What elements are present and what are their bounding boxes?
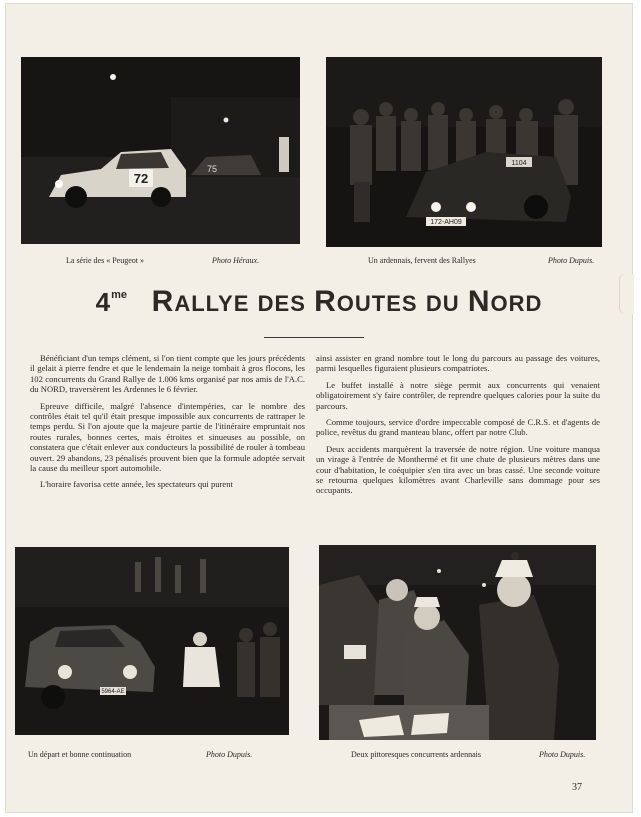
title-ordinal: me: [111, 289, 127, 301]
article-paragraph: Comme toujours, service d'ordre impeccable composé de C.R.S. et d'agents de police, revêtus du grand manteau blanc, offert par notre Club.: [316, 417, 600, 438]
photo-credit: Photo Dupuis.: [548, 256, 595, 265]
photo-caption: Un départ et bonne continuation: [28, 750, 132, 759]
photo-ardennais-competitors: [319, 545, 596, 740]
photo-peugeot-rally-cars: [21, 57, 300, 244]
photo-credit: Photo Dupuis.: [206, 750, 253, 759]
article-title: [6, 285, 632, 319]
rally-plate: 1104: [511, 160, 527, 167]
article-paragraph: Epreuve difficile, malgré l'absence d'intempéries, car le nombre des contrôles était tel qu'il était presque impossible aux concurrents de rattraper le temps perdu. Si l'on ajoute que la majeure partie de l'itinéraire empruntait nos routes rurales, bonnes certes, mais étroites et sinueuses au possible, on constatera que c'était enlever aux conducteurs la possibilité de rouler à tombeau ouvert. 29 abandons, 23 pénalisés prouvent bien que la formule adoptée servait la cause du meilleur sport automobile.: [30, 400, 305, 474]
title-word: DU: [425, 291, 460, 316]
article-paragraph: Deux accidents marquèrent la traversée de notre région. Une voiture manqua un virage à l'entrée de Monthermé et fit une chute de plusieurs mètres dans une cour d'habitation, le coéquipier s'en tira avec un bras cassé. Une seconde voiture se retourna quelques kilomètres avant Charleville sans dommage pour ses occupants.: [316, 443, 600, 496]
photo-caption: Deux pittoresques concurrents ardennais: [351, 750, 481, 759]
car-number-2: 75: [207, 164, 218, 174]
photo-departure: [15, 547, 289, 735]
article-column-right: [316, 353, 600, 502]
photo-credit: Photo Dupuis.: [539, 750, 586, 759]
title-word: ROUTES: [314, 285, 418, 318]
title-word: DES: [257, 291, 306, 316]
article-paragraph: ainsi assister en grand nombre tout le long du parcours au passage des voitures, parmi lesquelles figuraient plusieurs compatriotes.: [316, 353, 600, 374]
title-divider: [264, 337, 364, 338]
car-number: 72: [133, 171, 149, 186]
license-plate: 5964-AE: [101, 689, 125, 695]
page-edge-tab: [620, 274, 634, 314]
photo-credit: Photo Héraux.: [212, 256, 260, 265]
license-plate: 172-AH09: [430, 219, 462, 226]
photo-caption: Un ardennais, fervent des Rallyes: [368, 256, 476, 265]
magazine-page: [6, 4, 632, 812]
page-number: 37: [572, 782, 582, 793]
article-paragraph: L'horaire favorisa cette année, les spectateurs qui purent: [40, 479, 233, 490]
article-paragraph: Bénéficiant d'un temps clément, si l'on tient compte que les jours précédents il gelait à pierre fendre et que le lendemain la neige tombait à gros flocons, les 102 concurrents du Grand Rallye de 1.006 kms organisé par nos amis de l'A.C. du NORD, traversèrent les Ardennes le 6 février.: [30, 353, 305, 395]
article-paragraph: Le buffet installé à notre siège permit aux concurrents qui venaient obligatoirement s'y faire contrôler, de reprendre quelques calories pour la suite du parcours.: [316, 379, 600, 411]
title-word: RALLYE: [151, 285, 250, 318]
article-column-left: [30, 353, 305, 496]
title-word: NORD: [467, 285, 543, 318]
photo-ardennais-rally-fan: [326, 57, 602, 247]
title-prefix: 4: [95, 287, 112, 317]
photo-caption: La série des « Peugeot »: [66, 256, 144, 265]
